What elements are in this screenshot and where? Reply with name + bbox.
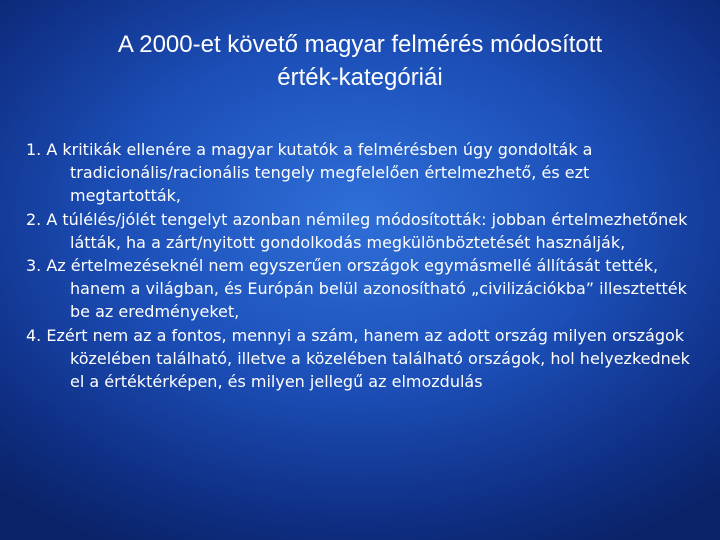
numbered-list [26, 138, 704, 393]
list-item: 1. A kritikák ellenére a magyar kutatók a felmérésben úgy gondolták a tradicionális/racionális tengely megfelelően értelmezhető, és ezt megtartották, [26, 140, 593, 206]
list-item: 4. Ezért nem az a fontos, mennyi a szám, hanem az adott ország milyen országok közelében található, illetve a közelében található országok, hol helyezkednek el a értéktérképen, és milyen jellegű az elmozdulás [26, 325, 690, 392]
list-item: 2. A túlélés/jólét tengelyt azonban némileg módosították: jobban értelmezhetőnek látták, ha a zárt/nyitott gondolkodás megkülönböztetését használják, [26, 209, 688, 252]
slide-title-line-1: A 2000-et követő magyar felmérés módosított [117, 31, 603, 58]
slide-title [40, 28, 680, 94]
list-item: 3. Az értelmezéseknél nem egyszerűen országok egymásmellé állítását tették, hanem a világban, és Európán belül azonosítható „civilizációkba” illesztették be az eredményeket, [26, 256, 687, 322]
slide-title-line-2: érték-kategóriái [277, 64, 443, 91]
